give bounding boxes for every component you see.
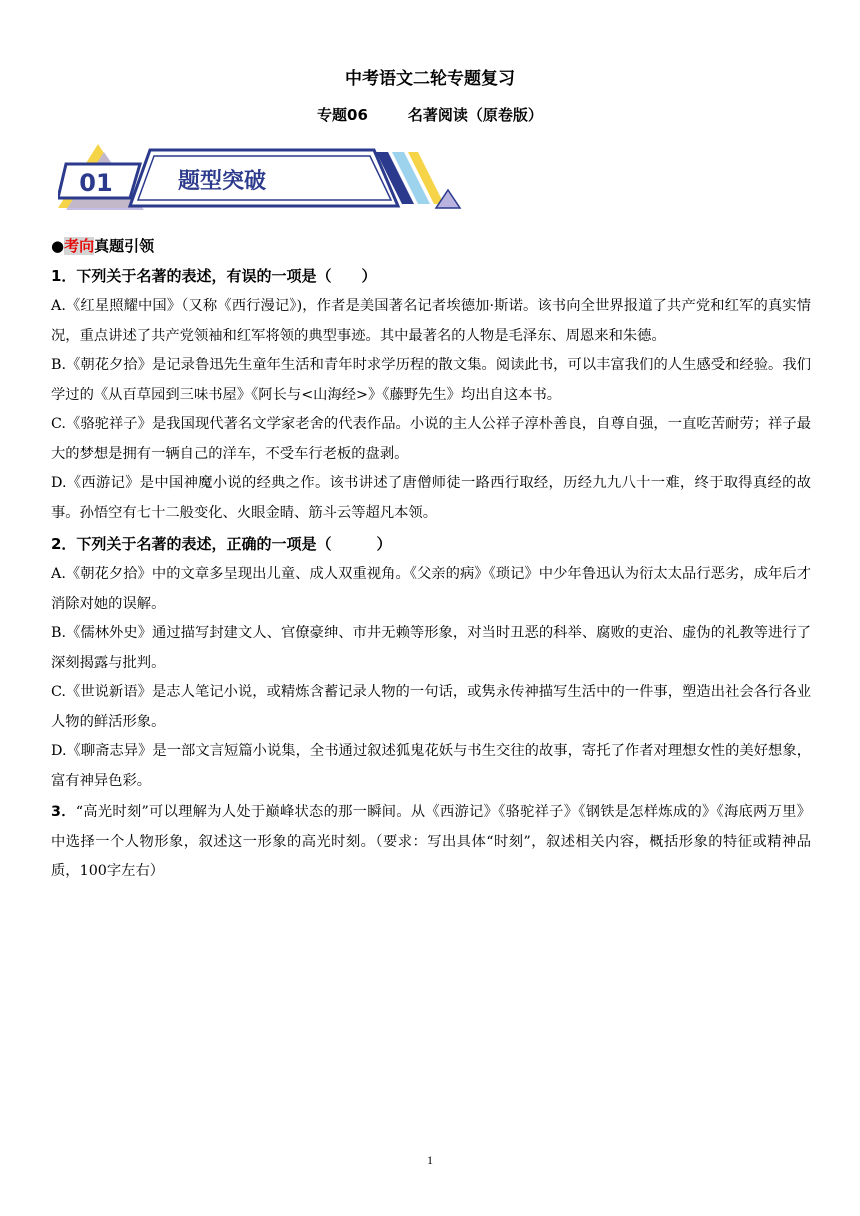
question-1-option-c: C.《骆驼祥子》是我国现代著名文学家老舍的代表作品。小说的主人公祥子淳朴善良，自尊自强，一直吃苦耐劳；祥子最大的梦想是拥有一辆自己的洋车，不受车行老板的盘剥。 [51, 416, 811, 462]
question-1-option-a: A.《红星照耀中国》（又称《西行漫记》)，作者是美国著名记者埃德加·斯诺。该书向全世界报道了共产党和红军的真实情况，重点讲述了共产党领袖和红军将领的典型事迹。其中最著名的人物是毛泽东、周恩来和朱德。 [51, 298, 811, 344]
section-highlight: 考向 [64, 237, 95, 255]
section-heading [51, 234, 811, 258]
question-2-option-b: B.《儒林外史》通过描写封建文人、官僚豪绅、市井无赖等形象，对当时丑恶的科举、腐败的吏治、虚伪的礼教等进行了深刻揭露与批判。 [51, 625, 811, 671]
subtitle-topic-name: 名著阅读（原卷版） [407, 106, 543, 124]
question-3-number: 3． [51, 804, 76, 820]
document-body [51, 234, 811, 887]
question-3 [51, 798, 811, 887]
page-number: 1 [427, 1153, 433, 1167]
section-banner [58, 140, 462, 214]
section-heading-text: 真题引领 [94, 237, 155, 255]
banner-number: 01 [79, 169, 113, 197]
question-1-option-d: D.《西游记》是中国神魔小说的经典之作。该书讲述了唐僧师徒一路西行取经，历经九九八十一难，终于取得真经的故事。孙悟空有七十二般变化、火眼金睛、筋斗云等超凡本领。 [51, 475, 811, 521]
document-subtitle [0, 104, 860, 125]
question-2-option-a: A.《朝花夕拾》中的文章多呈现出儿童、成人双重视角。《父亲的病》《琐记》中少年鲁迅认为衍太太品行恶劣，成年后才消除对她的误解。 [51, 566, 811, 612]
section-bullet: ● [51, 237, 65, 255]
question-2-option-c: C.《世说新语》是志人笔记小说，或精炼含蓄记录人物的一句话，或隽永传神描写生活中的一件事，塑造出社会各行各业人物的鲜活形象。 [51, 684, 811, 730]
question-3-text: “高光时刻”可以理解为人处于巅峰状态的那一瞬间。从《西游记》《骆驼祥子》《钢铁是怎样炼成的》《海底两万里》中选择一个人物形象，叙述这一形象的高光时刻。（要求：写出具体“时刻”，叙述相关内容，概括形象的特征或精神品质，100字左右） [51, 804, 811, 879]
banner-label: 题型突破 [177, 169, 267, 194]
question-1-option-b: B.《朝花夕拾》是记录鲁迅先生童年生活和青年时求学历程的散文集。阅读此书，可以丰富我们的人生感受和经验。我们学过的《从百草园到三味书屋》《阿长与<山海经>》《藤野先生》均出自这本书。 [51, 357, 811, 403]
question-2-stem: 2．下列关于名著的表述，正确的一项是（ ） [51, 535, 392, 553]
document-title: 中考语文二轮专题复习 [345, 69, 515, 89]
question-2-option-d: D.《聊斋志异》是一部文言短篇小说集，全书通过叙述狐鬼花妖与书生交往的故事，寄托了作者对理想女性的美好想象，富有神异色彩。 [51, 743, 811, 789]
question-1-stem: 1．下列关于名著的表述，有误的一项是（ ） [51, 267, 377, 285]
subtitle-topic-number: 专题06 [317, 106, 368, 124]
